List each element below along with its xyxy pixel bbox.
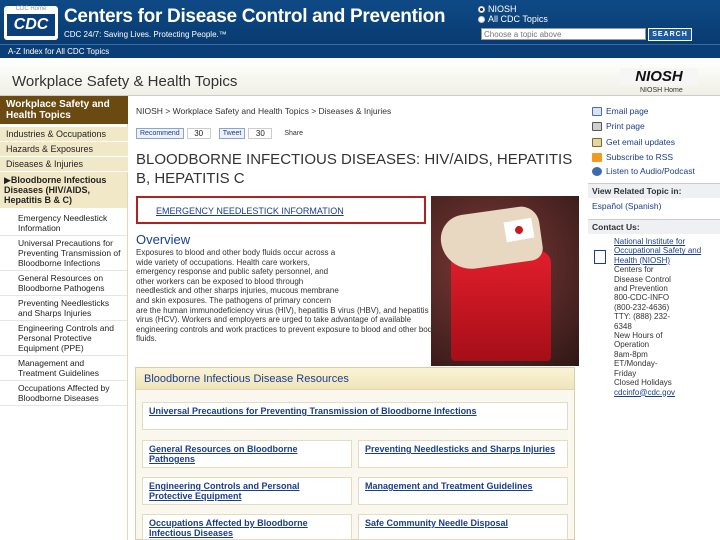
email-icon [592, 107, 602, 116]
nav-sub-universal[interactable]: Universal Precautions for Preventing Transmission of Bloodborne Infections [0, 236, 127, 271]
search-area [478, 4, 718, 42]
radio-niosh[interactable] [478, 4, 718, 14]
tweet-button[interactable]: Tweet [219, 128, 246, 139]
email-updates-icon [592, 138, 602, 147]
spanish-link[interactable]: Español (Spanish) [592, 200, 662, 211]
left-nav [0, 96, 128, 540]
overview-line: Exposures to blood and other body fluids occur across a [136, 248, 336, 257]
resource-occupations[interactable]: Occupations Affected by Bloodborne Infectious Diseases [142, 514, 352, 540]
nav-item-diseases[interactable]: Diseases & Injuries [0, 157, 128, 172]
contact-line: Disease Control [614, 274, 671, 284]
contact-line: 8am-8pm [614, 349, 648, 359]
az-index-link[interactable]: A-Z Index for All CDC Topics [0, 44, 720, 58]
contact-line: Closed Holidays [614, 378, 672, 388]
resources-heading: Bloodborne Infectious Disease Resources [136, 368, 574, 390]
overview-line: virus (HCV). Workers and employers are urged to take advantage of available [136, 315, 412, 325]
contact-box [588, 234, 720, 397]
breadcrumb[interactable]: NIOSH > Workplace Safety and Health Topics > Diseases & Injuries [136, 106, 392, 116]
topic-header [0, 58, 720, 96]
contact-email-link[interactable]: cdcinfo@cdc.gov [614, 387, 676, 397]
print-page-label: Print page [606, 120, 645, 131]
site-title: Centers for Disease Control and Prevention [64, 6, 446, 27]
email-page-link[interactable] [588, 107, 720, 117]
overview-line: wide variety of occupations. Health care workers, [136, 257, 310, 267]
contact-line: (800-232-4636) [614, 302, 670, 312]
contact-heading: Contact Us: [588, 219, 720, 234]
contact-line: 800-CDC-INFO [614, 293, 670, 303]
search-button[interactable]: SEARCH [648, 28, 692, 41]
resources-panel [135, 367, 575, 540]
audio-icon [592, 167, 602, 176]
overview-heading: Overview [136, 232, 191, 247]
niosh-home-link[interactable]: NIOSH Home [640, 87, 683, 94]
nav-item-industries[interactable]: Industries & Occupations [0, 127, 128, 142]
rss-link[interactable] [588, 153, 720, 163]
resource-management[interactable]: Management and Treatment Guidelines [358, 477, 568, 505]
overview-line: and skin exposures. The pathogens of primary concern [136, 295, 332, 305]
radio-all-cdc[interactable] [478, 14, 718, 24]
cdc-home-link[interactable]: CDC Home [15, 6, 47, 12]
resource-general[interactable]: General Resources on Bloodborne Pathogens [142, 440, 352, 468]
radio-icon[interactable] [478, 16, 485, 23]
emergency-box [136, 196, 426, 224]
rss-label: Subscribe to RSS [606, 151, 674, 162]
cdc-logo-text: CDC [7, 14, 55, 36]
email-updates-label: Get email updates [606, 137, 675, 147]
contact-icon [594, 250, 606, 264]
overview-text [136, 248, 576, 344]
nav-item-hazards[interactable]: Hazards & Exposures [0, 142, 128, 157]
tweet-count: 30 [248, 128, 272, 139]
resource-preventing-needlesticks[interactable]: Preventing Needlesticks and Sharps Injuries [358, 440, 568, 468]
cdc-logo[interactable] [4, 6, 58, 40]
overview-line: needlestick and other sharps injuries, mucous membrane [136, 286, 339, 296]
contact-line: 6348 [614, 321, 632, 331]
nav-heading[interactable]: Workplace Safety and Health Topics [0, 96, 128, 124]
resource-universal-precautions[interactable]: Universal Precautions for Preventing Transmission of Bloodborne Infections [142, 402, 568, 430]
niosh-contact-link[interactable]: National Institute for Occupational Safety and Health (NIOSH) [614, 237, 702, 265]
contact-line: and Prevention [614, 284, 668, 294]
resource-needle-disposal[interactable]: Safe Community Needle Disposal [358, 514, 568, 540]
share-button[interactable]: Share [280, 128, 307, 139]
audio-label: Listen to Audio/Podcast [606, 166, 695, 176]
print-page-link[interactable] [588, 122, 720, 132]
contact-line: TTY: (888) 232- [614, 312, 671, 322]
nav-sub-preventing[interactable]: Preventing Needlesticks and Sharps Injuries [0, 296, 127, 321]
recommend-button[interactable]: Recommend [136, 128, 184, 139]
overview-line: engineering controls and work practices to prevent exposure to blood and other body [136, 324, 437, 334]
contact-line: ET/Monday- [614, 359, 658, 369]
cdc-header [0, 0, 720, 44]
radio-all-cdc-label: All CDC Topics [488, 14, 548, 24]
email-page-label: Email page [606, 106, 649, 116]
print-icon [592, 122, 602, 131]
overview-line: are the human immunodeficiency virus (HIV), hepatitis B virus (HBV), and hepatitis C [136, 305, 437, 315]
email-updates-link[interactable] [588, 138, 720, 148]
contact-line: Operation [614, 340, 650, 350]
resource-engineering-controls[interactable]: Engineering Controls and Personal Protective Equipment [142, 477, 352, 505]
rss-icon [592, 153, 602, 162]
related-topic-heading: View Related Topic in: [588, 183, 720, 198]
page-title: BLOODBORNE INFECTIOUS DISEASES: HIV/AIDS, HEPATITIS B, HEPATITIS C [136, 151, 573, 187]
search-input[interactable] [481, 28, 646, 40]
right-column [588, 96, 720, 540]
nav-sub-general[interactable]: General Resources on Bloodborne Pathogens [0, 271, 127, 296]
radio-niosh-label: NIOSH [488, 4, 517, 14]
nav-sub-emergency[interactable]: Emergency Needlestick Information [0, 211, 127, 236]
nav-sub-occupations[interactable]: Occupations Affected by Bloodborne Diseases [0, 381, 127, 406]
emergency-needlestick-link[interactable]: EMERGENCY NEEDLESTICK INFORMATION [156, 206, 344, 216]
niosh-logo[interactable]: NIOSH [620, 68, 698, 85]
contact-line: New Hours of [614, 331, 663, 341]
recommend-count: 30 [187, 128, 211, 139]
nav-item-bloodborne-active[interactable]: ▶Bloodborne Infectious Diseases (HIV/AIDS, Hepatitis B & C) [0, 172, 127, 208]
contact-line: Friday [614, 368, 637, 378]
contact-line: Centers for [614, 265, 654, 275]
overview-line: fluids. [136, 334, 157, 344]
topic-title: Workplace Safety & Health Topics [12, 73, 238, 90]
nav-sub-engineering[interactable]: Engineering Controls and Personal Protective Equipment (PPE) [0, 321, 127, 356]
overview-line: other workers can be exposed to blood through [136, 276, 304, 286]
audio-link[interactable] [588, 167, 720, 177]
nav-sub-management[interactable]: Management and Treatment Guidelines [0, 356, 127, 381]
tagline: CDC 24/7: Saving Lives. Protecting People.™ [64, 30, 227, 39]
share-row [136, 126, 310, 140]
radio-selected-icon[interactable] [478, 6, 485, 13]
main-content [128, 96, 588, 540]
overview-line: emergency response and public safety personnel, and [136, 267, 329, 277]
